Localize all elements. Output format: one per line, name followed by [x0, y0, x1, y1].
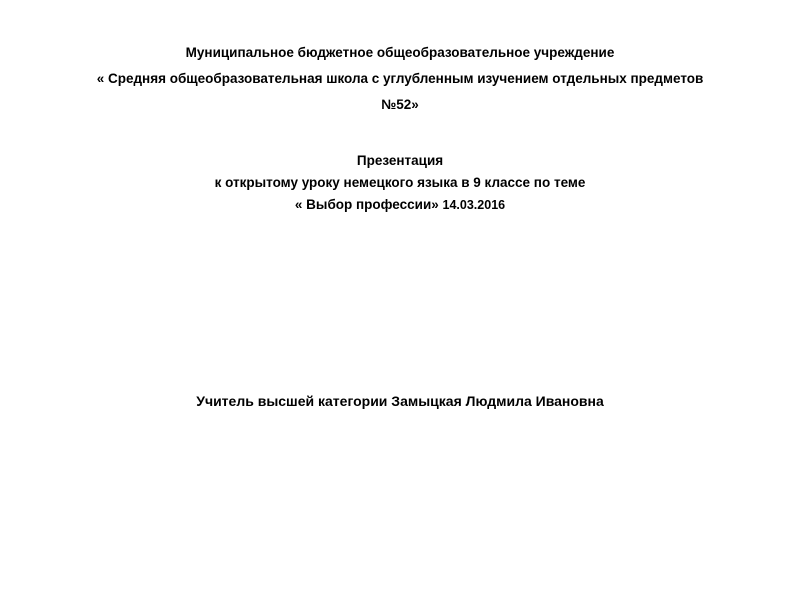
presentation-topic-line: [0, 196, 800, 214]
author-line: Учитель высшей категории Замыцкая Людмила Ивановна: [196, 393, 604, 409]
institution-name-line-1: Муниципальное бюджетное общеобразовательное учреждение: [185, 45, 615, 60]
institution-name-line-3: №52»: [381, 97, 419, 112]
institution-name-line-2: « Средняя общеобразовательная школа с углубленным изучением отдельных предметов: [96, 71, 704, 86]
presentation-title: Презентация: [356, 153, 444, 168]
presentation-topic: « Выбор профессии»: [294, 197, 439, 212]
presentation-subtitle: к открытому уроку немецкого языка в 9 классе по теме: [214, 175, 586, 190]
presentation-date: 14.03.2016: [442, 198, 506, 212]
